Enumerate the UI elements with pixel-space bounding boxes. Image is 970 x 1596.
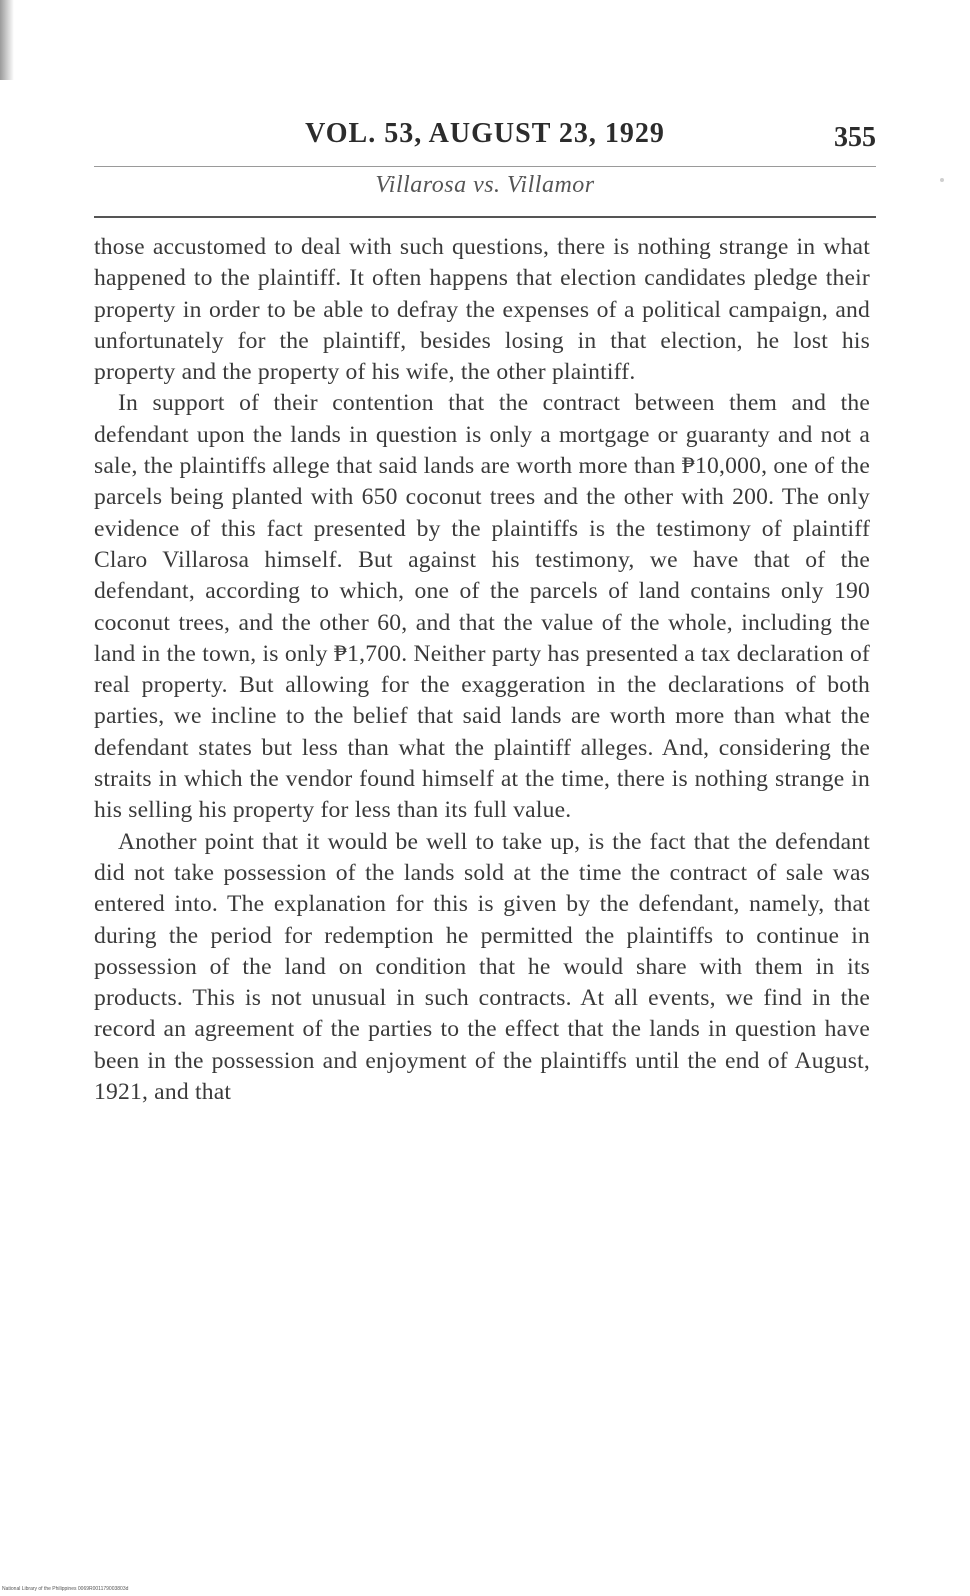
- running-title: VOL. 53, AUGUST 23, 1929: [305, 118, 665, 149]
- header-divider-bottom: [94, 216, 876, 218]
- case-title: Villarosa vs. Villamor: [375, 172, 595, 198]
- body-text: [94, 232, 870, 1108]
- paragraph-evidence-value: In support of their contention that the contract between them and the defendant upon the lands in question is only a mortgage or guaranty and not a sale, the plaintiffs allege that said lands are worth more than ₱10,000, one of the parcels being planted with 650 coconut trees and the other with 200. The only evidence of this fact presented by the plaintiffs is the testimony of plaintiff Claro Villarosa himself. But against his testimony, we have that of the defendant, according to which, one of the parcels of land contains only 190 coconut trees, and the other 60, and that the value of the whole, including the land in the town, is only ₱1,700. Neither party has presented a tax declaration of real property. But allowing for the exaggeration in the declarations of both parties, we incline to the belief that said lands are worth more than what the defendant states but less than what the plaintiff alleges. And, considering the straits in which the vendor found himself at the time, there is nothing strange in his selling his property for less than its full value.: [94, 390, 870, 824]
- page-header: [94, 118, 876, 158]
- page-number: 355: [834, 122, 876, 153]
- header-divider-top: [94, 166, 876, 167]
- scan-edge-shadow: [0, 0, 14, 80]
- scan-speck: [940, 178, 944, 182]
- paragraph-possession: Another point that it would be well to take up, is the fact that the defendant did not take possession of the lands sold at the time the contract of sale was entered into. The explanation for this is given by the defendant, namely, that during the period for redemption he permitted the plaintiffs to continue in possession of the land on condition that he would share with them in its products. This is not unusual in such contracts. At all events, we find in the record an agreement of the parties to the effect that the lands in question have been in the possession and enjoyment of the plaintiffs until the end of August, 1921, and that: [94, 828, 870, 1106]
- paragraph-continuation: those accustomed to deal with such questions, there is nothing strange in what happened to the plaintiff. It often happens that election candidates pledge their property in order to be able to defray the expenses of a political campaign, and unfortunately for the plaintiff, besides losing in that election, he lost his property and the property of his wife, the other plaintiff.: [94, 234, 870, 386]
- scan-credit: National Library of the Philippines 0069R001179003803d: [2, 1586, 129, 1592]
